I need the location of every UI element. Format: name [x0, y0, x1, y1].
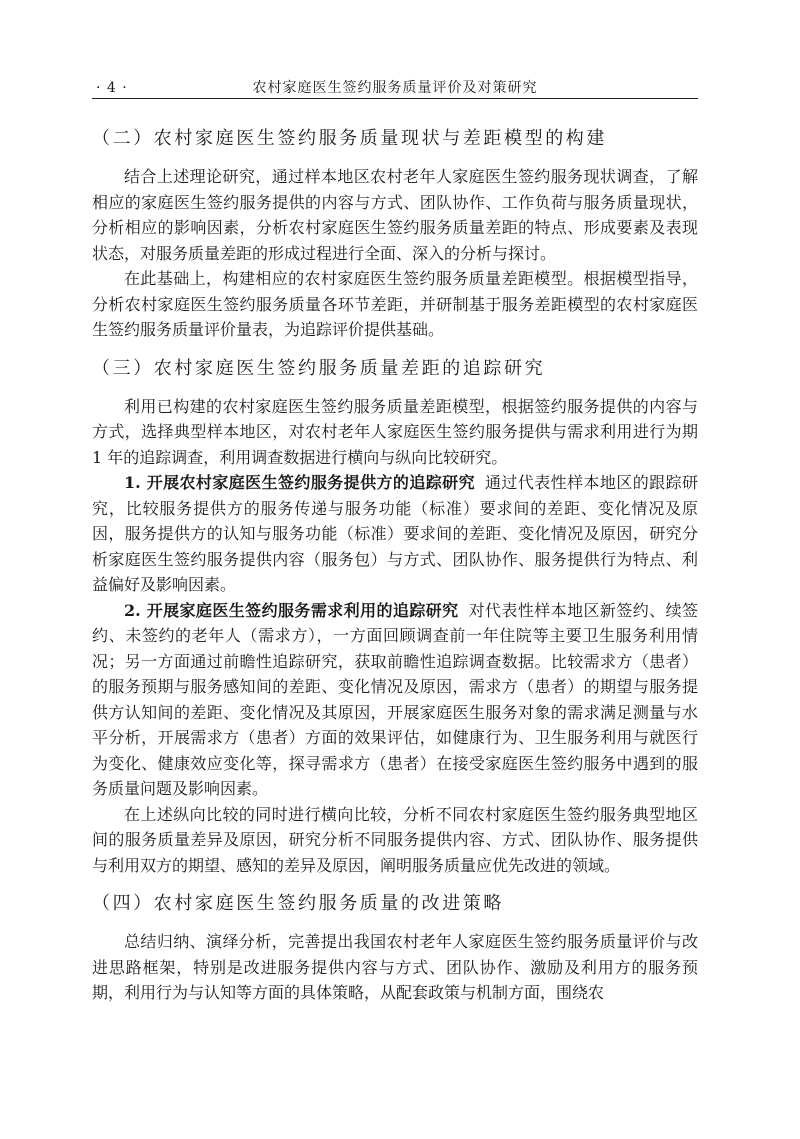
page-content [92, 125, 698, 1006]
paragraph-title: 1. 开展农村家庭医生签约服务提供方的追踪研究 [124, 473, 475, 492]
paragraph-body: 通过代表性样本地区的跟踪研究，比较服务提供方的服务传递与服务功能（标准）要求间的差距、变化情况及原因，服务提供方的认知与服务功能（标准）要求间的差距、变化情况及原因，研究分析家庭医生签约服务提供内容（服务包）与方式、团队协作、服务提供行为特点、利益偏好及影响因素。 [92, 473, 698, 594]
section-heading-3: （三）农村家庭医生签约服务质量差距的追踪研究 [92, 357, 546, 379]
paragraph-title: 2. 开展家庭医生签约服务需求利用的追踪研究 [124, 600, 459, 620]
paragraph: 在此基础上，构建相应的农村家庭医生签约服务质量差距模型。根据模型指导，分析农村家庭医生签约服务质量各环节差距，并研制基于服务差距模型的农村家庭医生签约服务质量评价量表，为追踪评价提供基础。 [92, 269, 698, 339]
paragraph-body: 对代表性样本地区新签约、续签约、未签约的老年人（需求方），一方面回顾调查前一年住院等主要卫生服务利用情况；另一方面通过前瞻性追踪研究，获取前瞻性追踪调查数据。比较需求方（患者）的服务预期与服务感知间的差距、变化情况及原因，需求方（患者）的期望与服务提供方认知间的差距、变化情况及其原因，开展家庭医生服务对象的需求满足测量与水平分析，开展需求方（患者）方面的效果评估，如健康行为、卫生服务利用与就医行为变化、健康效应变化等，探寻需求方（患者）在接受家庭医生签约服务中遇到的服务质量问题及影响因素。 [92, 600, 698, 798]
section-heading-2: （二）农村家庭医生签约服务质量现状与差距模型的构建 [92, 128, 607, 149]
paragraph: 结合上述理论研究，通过样本地区农村老年人家庭医生签约服务现状调查，了解相应的家庭医生签约服务提供的内容与方式、团队协作、工作负荷与服务质量现状，分析相应的影响因素，分析农村家庭医生签约服务质量差距的特点、形成要素及表现状态，对服务质量差距的形成过程进行全面、深入的分析与探讨。 [92, 167, 698, 263]
document-page [92, 70, 698, 1006]
paragraph: 在上述纵向比较的同时进行横向比较，分析不同农村家庭医生签约服务典型地区间的服务质量差异及原因，研究分析不同服务提供内容、方式、团队协作、服务提供与利用双方的期望、感知的差异及原因，阐明服务质量应优先改进的领域。 [92, 804, 698, 875]
running-header [92, 70, 698, 99]
book-title: 农村家庭医生签约服务质量评价及对策研究 [252, 80, 538, 96]
paragraph: 总结归纳、演绎分析，完善提出我国农村老年人家庭医生签约服务质量评价与改进思路框架，特别是改进服务提供内容与方式、团队协作、激励及利用方的服务预期，利用行为与认知等方面的具体策略，从配套政策与机制方面，围绕农 [92, 932, 698, 1002]
paragraph: 利用已构建的农村家庭医生签约服务质量差距模型，根据签约服务提供的内容与方式，选择典型样本地区，对农村老年人家庭医生签约服务提供与需求利用进行为期 1 年的追踪调查，利用调查数据进行横向与纵向比较研究。 [92, 396, 698, 467]
paragraph-demand-tracking [92, 598, 698, 802]
page-number: · 4 · [96, 80, 128, 96]
section-heading-4: （四）农村家庭医生签约服务质量的改进策略 [92, 893, 504, 914]
paragraph-provider-tracking [92, 470, 698, 598]
